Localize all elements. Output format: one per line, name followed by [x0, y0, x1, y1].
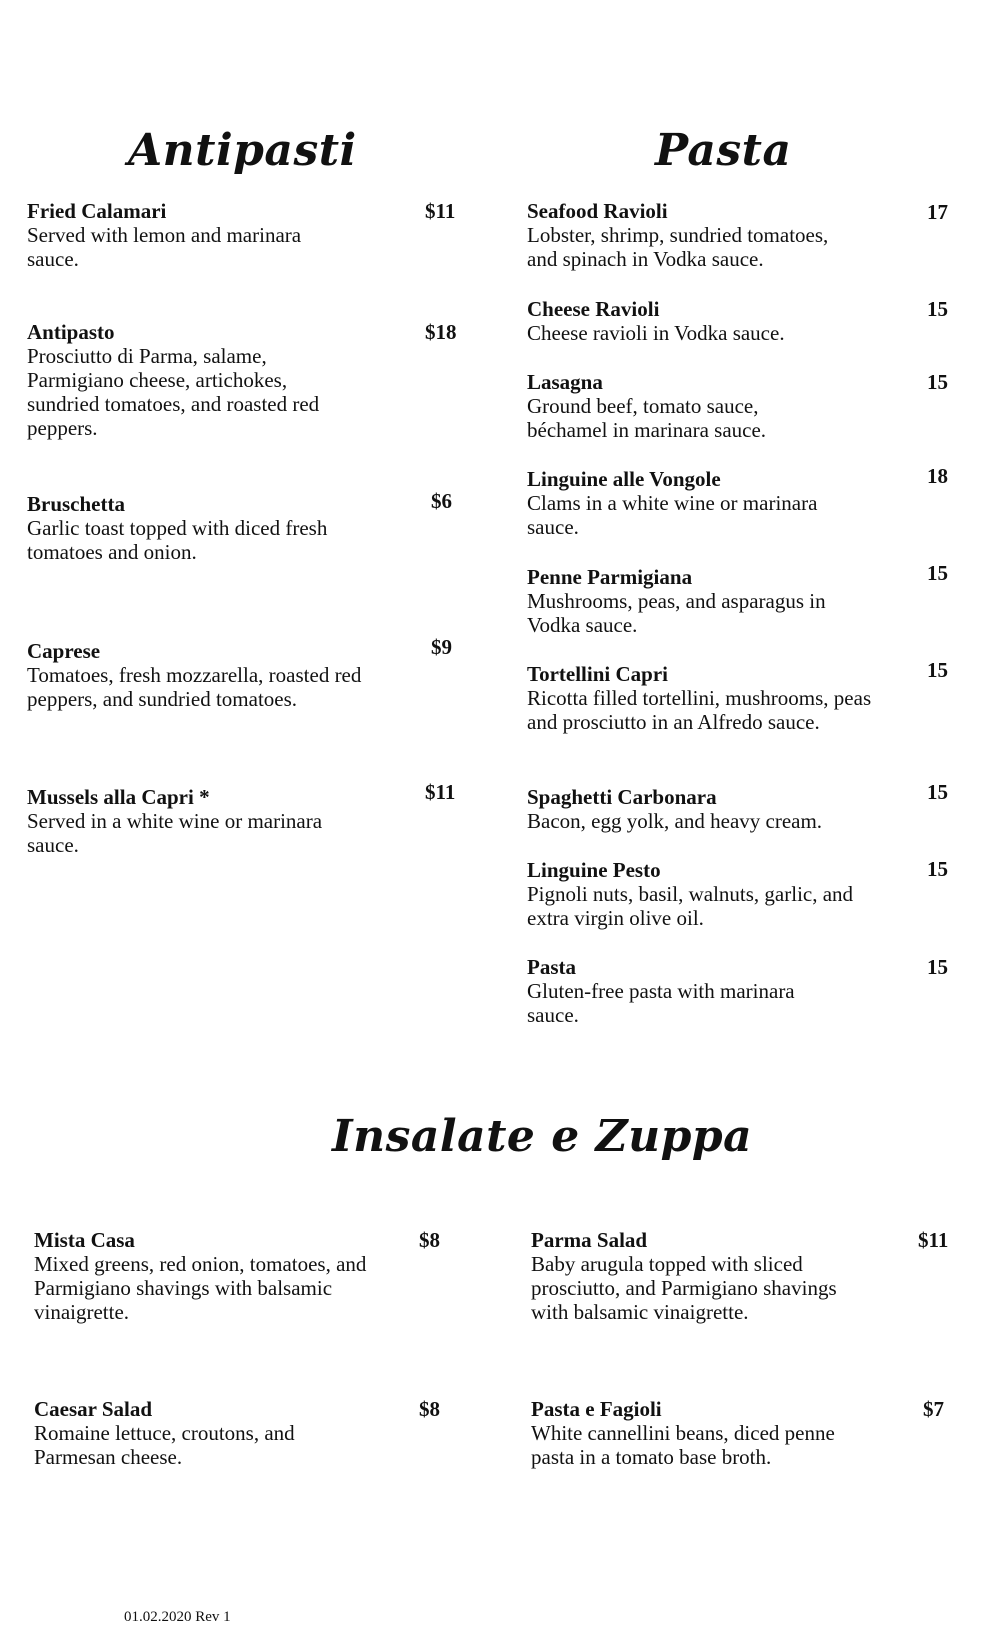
item-description: Ground beef, tomato sauce, béchamel in marinara sauce.: [527, 394, 767, 442]
menu-item: [27, 639, 377, 711]
item-description: Gluten-free pasta with marinara sauce.: [527, 979, 795, 1027]
item-price: $8: [419, 1397, 440, 1421]
item-name: Caprese: [27, 639, 101, 663]
item-name: Seafood Ravioli: [527, 199, 668, 223]
item-name: Pasta: [527, 955, 576, 979]
item-description: Served in a white wine or marinara sauce.: [27, 809, 323, 857]
item-name: Antipasto: [27, 320, 115, 344]
item-description: Baby arugula topped with sliced prosciutto, and Parmigiano shavings with balsamic vinaigrette.: [531, 1252, 837, 1324]
menu-item: [34, 1397, 344, 1469]
item-price: $11: [918, 1228, 949, 1252]
item-price: $6: [431, 489, 452, 513]
item-name: Pasta e Fagioli: [531, 1397, 662, 1421]
menu-item: [527, 199, 862, 271]
item-price: 15: [927, 370, 948, 394]
item-price: 15: [927, 658, 948, 682]
item-description: Served with lemon and marinara sauce.: [27, 223, 302, 271]
item-price: 15: [927, 297, 948, 321]
item-price: 15: [927, 780, 948, 804]
item-price: $7: [923, 1397, 944, 1421]
item-price: $8: [419, 1228, 440, 1252]
menu-item: [527, 370, 827, 442]
insalate-heading: Insalate e Zuppa: [332, 1111, 753, 1162]
menu-item: [527, 467, 862, 539]
item-price: $9: [431, 635, 452, 659]
item-description: Clams in a white wine or marinara sauce.: [527, 491, 818, 539]
menu-item: [527, 858, 862, 930]
menu-item: [527, 662, 872, 734]
item-description: Bacon, egg yolk, and heavy cream.: [527, 809, 823, 833]
item-description: Mushrooms, peas, and asparagus in Vodka sauce.: [527, 589, 826, 637]
item-name: Parma Salad: [531, 1228, 648, 1252]
menu-item: [27, 320, 357, 440]
item-description: Romaine lettuce, croutons, and Parmesan cheese.: [34, 1421, 295, 1469]
menu-item: [27, 492, 357, 564]
item-price: $18: [425, 320, 457, 344]
item-name: Linguine Pesto: [527, 858, 661, 882]
item-name: Lasagna: [527, 370, 603, 394]
menu-item: [527, 297, 862, 345]
item-description: White cannellini beans, diced penne pasta in a tomato base broth.: [531, 1421, 835, 1469]
item-description: Tomatoes, fresh mozzarella, roasted red peppers, and sundried tomatoes.: [27, 663, 362, 711]
item-name: Caesar Salad: [34, 1397, 153, 1421]
item-description: Garlic toast topped with diced fresh tomatoes and onion.: [27, 516, 328, 564]
item-name: Mussels alla Capri *: [27, 785, 210, 809]
item-description: Lobster, shrimp, sundried tomatoes, and spinach in Vodka sauce.: [527, 223, 829, 271]
item-name: Fried Calamari: [27, 199, 167, 223]
item-price: $11: [425, 780, 456, 804]
item-description: Mixed greens, red onion, tomatoes, and Parmigiano shavings with balsamic vinaigrette.: [34, 1252, 367, 1324]
menu-item: [27, 199, 357, 271]
item-name: Cheese Ravioli: [527, 297, 660, 321]
item-name: Linguine alle Vongole: [527, 467, 721, 491]
menu-item: [531, 1228, 876, 1324]
item-price: 18: [927, 464, 948, 488]
item-name: Bruschetta: [27, 492, 125, 516]
menu-item: [27, 785, 377, 857]
item-description: Cheese ravioli in Vodka sauce.: [527, 321, 785, 345]
item-name: Tortellini Capri: [527, 662, 668, 686]
menu-item: [34, 1228, 374, 1324]
item-description: Pignoli nuts, basil, walnuts, garlic, and extra virgin olive oil.: [527, 882, 854, 930]
item-description: Prosciutto di Parma, salame, Parmigiano cheese, artichokes, sundried tomatoes, and roasted red peppers.: [27, 344, 320, 440]
item-price: $11: [425, 199, 456, 223]
item-name: Penne Parmigiana: [527, 565, 693, 589]
item-price: 17: [927, 200, 948, 224]
pasta-heading: Pasta: [655, 125, 792, 176]
item-price: 15: [927, 561, 948, 585]
antipasti-heading: Antipasti: [128, 125, 357, 176]
item-name: Mista Casa: [34, 1228, 135, 1252]
menu-item: [527, 565, 847, 637]
menu-item: [527, 785, 872, 833]
menu-item: [531, 1397, 876, 1469]
item-price: 15: [927, 857, 948, 881]
revision-footer: 01.02.2020 Rev 1: [124, 1609, 231, 1625]
item-name: Spaghetti Carbonara: [527, 785, 717, 809]
item-price: 15: [927, 955, 948, 979]
item-description: Ricotta filled tortellini, mushrooms, peas and prosciutto in an Alfredo sauce.: [527, 686, 872, 734]
menu-item: [527, 955, 837, 1027]
